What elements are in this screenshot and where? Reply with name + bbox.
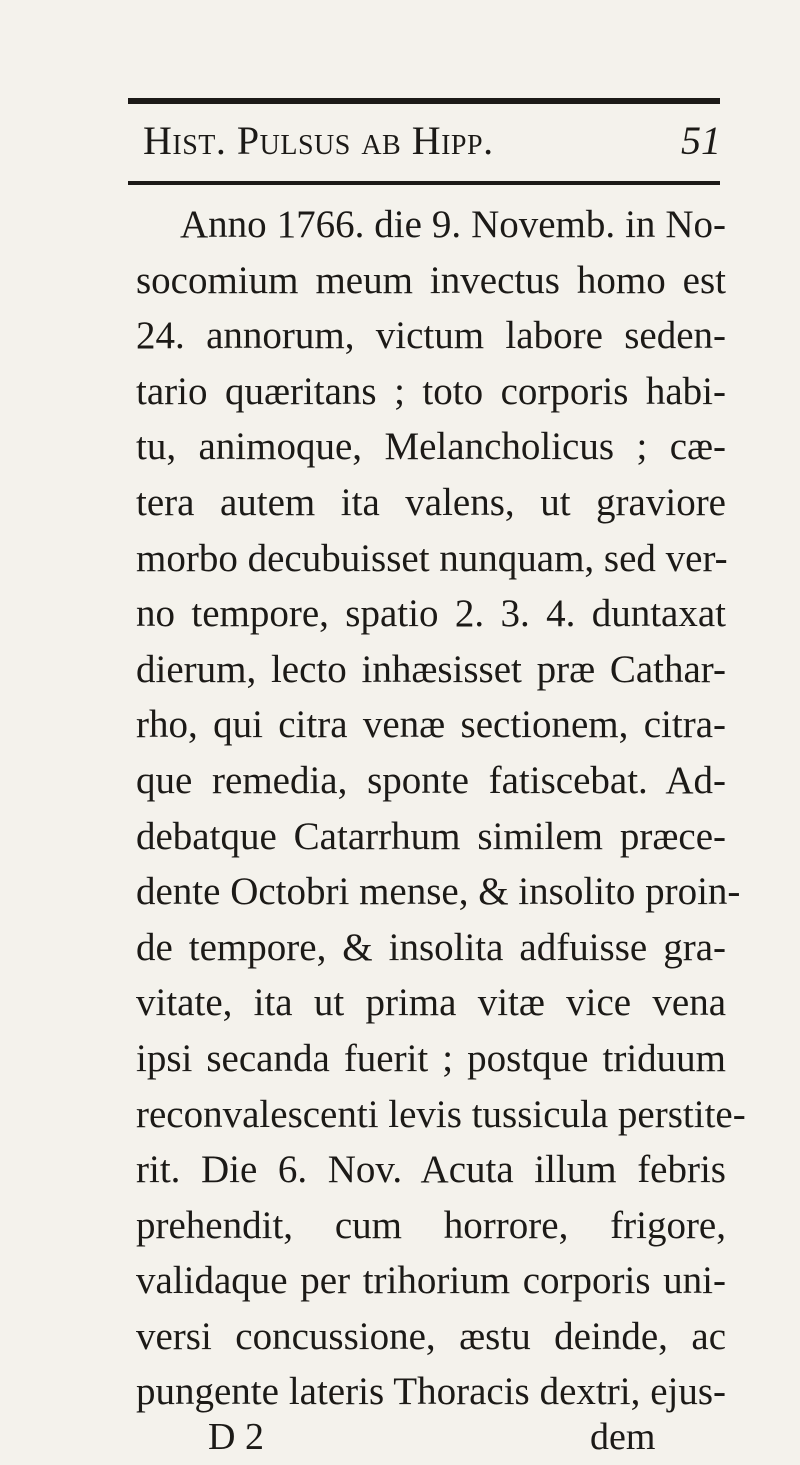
- signature-mark: D 2: [208, 1416, 264, 1458]
- text-line: ipsi secanda fuerit ; postque triduum: [136, 1036, 726, 1080]
- text-line: no tempore, spatio 2. 3. 4. duntaxat: [136, 592, 726, 636]
- text-line: dente Octobri mense, & insolito proin-: [136, 870, 741, 914]
- page-footer: [0, 1412, 800, 1462]
- text-line: rho, qui citra venæ sectionem, citra-: [136, 703, 726, 747]
- text-line: debatque Catarrhum similem præce-: [136, 814, 726, 858]
- text-line: 24. annorum, victum labore seden-: [136, 314, 726, 358]
- text-line: rit. Die 6. Nov. Acuta illum febris: [136, 1148, 726, 1192]
- running-title: Hist. Pulsus ab Hipp.: [143, 118, 494, 163]
- text-line: tera autem ita valens, ut graviore: [136, 480, 726, 524]
- header-top-rule: [128, 98, 720, 104]
- text-line: socomium meum invectus homo est: [136, 258, 726, 302]
- text-line: dierum, lecto inhæsisset præ Cathar-: [136, 647, 726, 691]
- text-line: morbo decubuisset nunquam, sed ver-: [136, 536, 728, 580]
- text-line: pungente lateris Thoracis dextri, ejus-: [136, 1370, 726, 1414]
- text-line: tario quæritans ; toto corporis habi-: [136, 369, 726, 413]
- text-line: validaque per trihorium corporis uni-: [136, 1259, 726, 1303]
- header-bottom-rule: [128, 181, 720, 185]
- text-line: prehendit, cum horrore, frigore,: [136, 1203, 726, 1247]
- catchword: dem: [590, 1416, 656, 1458]
- text-line: vitate, ita ut prima vitæ vice vena: [136, 981, 726, 1025]
- page-number: 51: [681, 118, 721, 163]
- text-line: versi concussione, æstu deinde, ac: [136, 1314, 726, 1358]
- text-line: reconvalescenti levis tussicula perstite-: [136, 1092, 746, 1136]
- text-line: tu, animoque, Melancholicus ; cæ-: [136, 425, 726, 469]
- body-text: [136, 197, 746, 1420]
- text-line: Anno 1766. die 9. Novemb. in No-: [180, 203, 726, 246]
- text-line: que remedia, sponte fatiscebat. Ad-: [136, 758, 726, 802]
- text-line: de tempore, & insolita adfuisse gra-: [136, 925, 726, 969]
- running-header: [143, 106, 721, 176]
